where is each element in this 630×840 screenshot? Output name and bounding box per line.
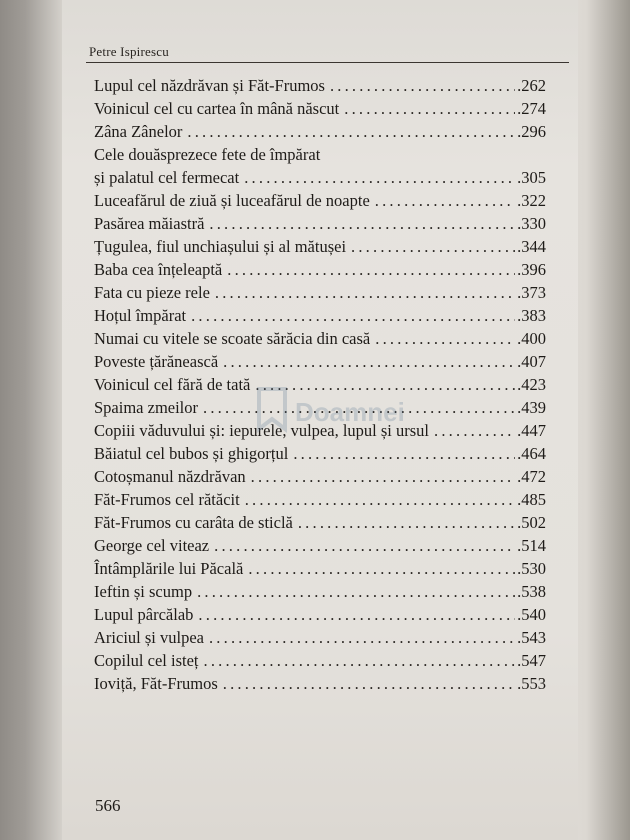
toc-entry-page: .383: [517, 306, 546, 325]
toc-entry-title: Făt-Frumos cel rătăcit: [94, 490, 240, 509]
toc-entry-title: Băiatul cel bubos și ghigorțul: [94, 444, 289, 463]
toc-entry-title: Copilul cel isteț: [94, 651, 199, 670]
toc-entry: [94, 143, 546, 166]
toc-entry-page: .485: [517, 490, 546, 509]
header-rule: [86, 62, 569, 63]
toc-leader-dots: [214, 534, 515, 557]
toc-leader-dots: [330, 74, 515, 97]
toc-entry-title: Făt-Frumos cu carâta de sticlă: [94, 513, 293, 532]
toc-leader-dots: [251, 465, 515, 488]
toc-entry-page: .514: [517, 536, 546, 555]
toc-entry-page: .543: [517, 628, 546, 647]
toc-leader-dots: [187, 120, 515, 143]
toc-entry: [94, 603, 546, 626]
toc-entry-title: Zâna Zânelor: [94, 122, 183, 141]
toc-leader-dots: [209, 626, 515, 649]
toc-entry-page: .472: [517, 467, 546, 486]
toc-leader-dots: [198, 603, 515, 626]
toc-leader-dots: [227, 258, 515, 281]
toc-entry-title: Ioviță, Făt-Frumos: [94, 674, 218, 693]
toc-leader-dots: [215, 281, 515, 304]
toc-entry-title: Cotoșmanul năzdrăvan: [94, 467, 246, 486]
toc-entry-title: Copiii văduvului și: iepurele, vulpea, lupul și ursul: [94, 421, 430, 440]
toc-entry: [94, 488, 546, 511]
toc-entry-page: .439: [517, 398, 546, 417]
page-number: 566: [95, 796, 121, 815]
toc-leader-dots: [344, 97, 515, 120]
toc-entry-title: Fata cu pieze rele: [94, 283, 210, 302]
toc-entry-page: .262: [517, 76, 546, 95]
toc-leader-dots: [248, 557, 515, 580]
toc-entry-title: Țugulea, fiul unchiașului și al mătușei: [94, 237, 347, 256]
toc-entry-page: .305: [517, 168, 546, 187]
toc-entry-page: .540: [517, 605, 546, 624]
toc-entry-title: Voinicul cel cu cartea în mână născut: [94, 99, 340, 118]
watermark-logo: [255, 385, 405, 445]
toc-entry: [94, 672, 546, 695]
toc-leader-dots: [244, 166, 515, 189]
toc-entry-title: Întâmplările lui Păcală: [94, 559, 244, 578]
toc-entry: [94, 580, 546, 603]
toc-entry-title: Luceafărul de ziuă și luceafărul de noapte: [94, 191, 370, 210]
toc-entry-title: Lupul cel năzdrăvan și Făt-Frumos: [94, 76, 325, 95]
toc-entry-page: .396: [517, 260, 546, 279]
watermark-text: Doamnei: [295, 397, 405, 427]
toc-leader-dots: [223, 350, 515, 373]
toc-entry: [94, 442, 546, 465]
toc-entry-title: Baba cea înțeleaptă: [94, 260, 223, 279]
toc-entry-page: .296: [517, 122, 546, 141]
toc-entry: [94, 74, 546, 97]
toc-entry-title: Numai cu vitele se scoate sărăcia din casă: [94, 329, 371, 348]
toc-entry-page: .407: [517, 352, 546, 371]
toc-entry: [94, 97, 546, 120]
toc-leader-dots: [434, 419, 515, 442]
toc-entry: [94, 235, 546, 258]
toc-entry-page: .322: [517, 191, 546, 210]
toc-entry-title: Ariciul și vulpea: [94, 628, 204, 647]
toc-entry-title: și palatul cel fermecat: [94, 168, 240, 187]
toc-entry-page: .464: [517, 444, 546, 463]
toc-entry-title: Lupul pârcălab: [94, 605, 194, 624]
toc-entry-page: .423: [517, 375, 546, 394]
toc-entry: [94, 258, 546, 281]
toc-entry-title: Hoțul împărat: [94, 306, 187, 325]
toc-entry-page: .344: [517, 237, 546, 256]
toc-entry-page: .502: [517, 513, 546, 532]
watermark-bookmark-icon: [255, 385, 295, 435]
toc-entry-title: Cele douăsprezece fete de împărat: [94, 145, 321, 164]
toc-entry-title: Ieftin și scump: [94, 582, 193, 601]
toc-leader-dots: [375, 189, 515, 212]
toc-leader-dots: [298, 511, 515, 534]
toc-leader-dots: [375, 327, 515, 350]
toc-entry-title: Spaima zmeilor: [94, 398, 199, 417]
toc-entry-title: Voinicul cel fără de tată: [94, 375, 251, 394]
toc-entry-page: .530: [517, 559, 546, 578]
toc-leader-dots: [209, 212, 515, 235]
toc-leader-dots: [245, 488, 515, 511]
toc-entry-page: .274: [517, 99, 546, 118]
toc-entry: [94, 281, 546, 304]
toc-entry: [94, 166, 546, 189]
toc-entry-page: .373: [517, 283, 546, 302]
toc-entry: [94, 557, 546, 580]
toc-entry-page: .330: [517, 214, 546, 233]
toc-entry: [94, 649, 546, 672]
toc-entry: [94, 327, 546, 350]
toc-entry-title: Poveste țărănească: [94, 352, 219, 371]
toc-entry-title: Pasărea măiastră: [94, 214, 205, 233]
toc-entry: [94, 534, 546, 557]
toc-entry: [94, 626, 546, 649]
toc-entry: [94, 212, 546, 235]
toc-entry-page: .553: [517, 674, 546, 693]
toc-entry: [94, 511, 546, 534]
toc-leader-dots: [293, 442, 515, 465]
toc-entry: [94, 120, 546, 143]
toc-entry: [94, 304, 546, 327]
toc-leader-dots: [191, 304, 515, 327]
toc-entry: [94, 350, 546, 373]
toc-leader-dots: [204, 649, 516, 672]
toc-entry-page: .447: [517, 421, 546, 440]
running-head: Petre Ispirescu: [89, 44, 169, 59]
toc-entry: [94, 465, 546, 488]
toc-leader-dots: [197, 580, 515, 603]
toc-entry: [94, 189, 546, 212]
toc-entry-page: .547: [517, 651, 546, 670]
toc-leader-dots: [223, 672, 515, 695]
toc-leader-dots: [351, 235, 515, 258]
toc-entry-page: .400: [517, 329, 546, 348]
toc-entry-page: .538: [517, 582, 546, 601]
toc-entry-title: George cel viteaz: [94, 536, 210, 555]
